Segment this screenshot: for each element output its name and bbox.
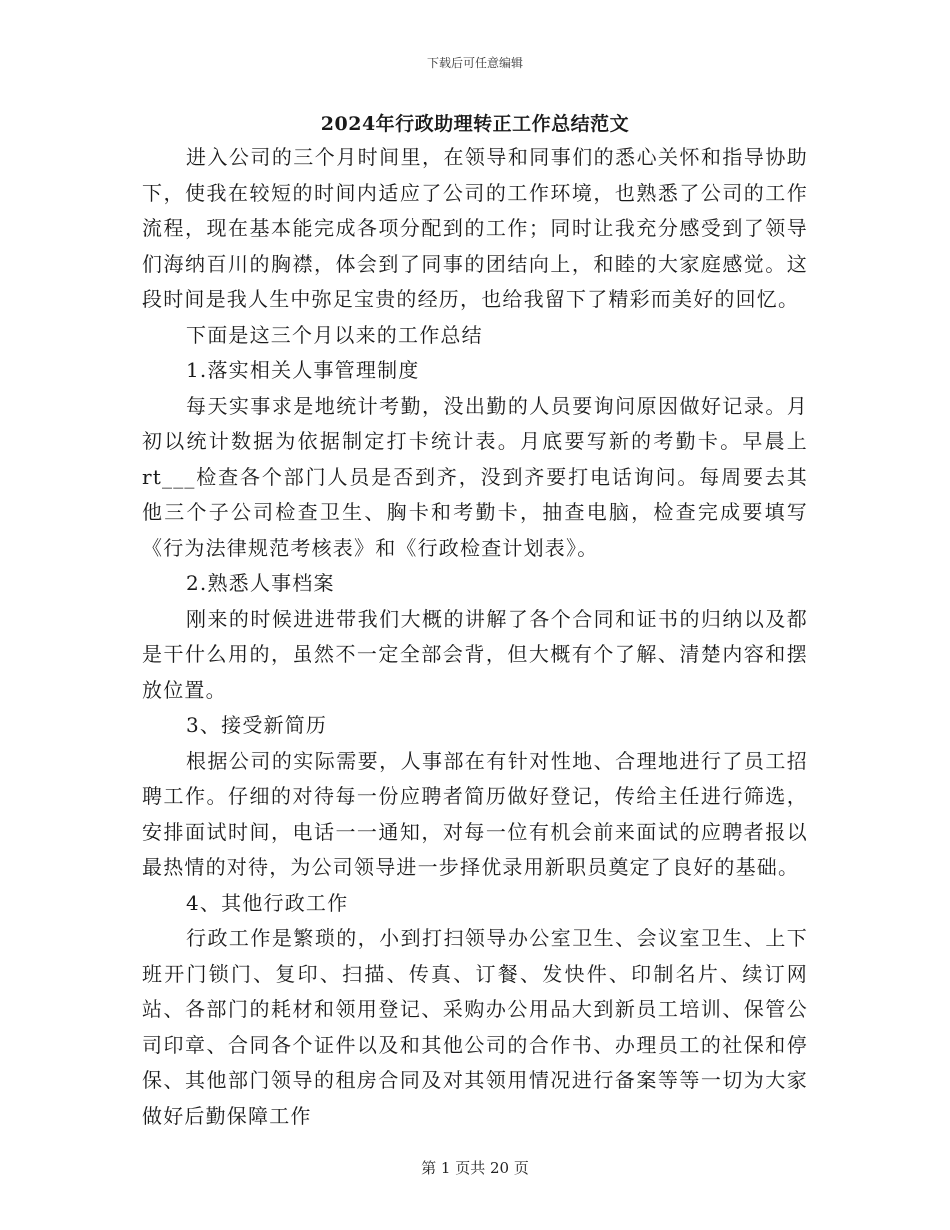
section-heading-2: 2.熟悉人事档案 <box>186 571 335 595</box>
page-footer: 第 1 页共 20 页 <box>421 1159 529 1177</box>
paragraph-section-2: 刚来的时候进进带我们大概的讲解了各个合同和证书的归纳以及都是干什么用的，虽然不一定全部会背，但大概有个了解、清楚内容和摆放位置。 <box>142 606 808 702</box>
paragraph-summary-lead: 下面是这三个月以来的工作总结 <box>186 322 483 347</box>
paragraph-intro: 进入公司的三个月时间里，在领导和同事们的悉心关怀和指导协助下，使我在较短的时间内适应了公司的工作环境，也熟悉了公司的工作流程，现在基本能完成各项分配到的工作；同时让我充分感受到了领导们海纳百川的胸襟，体会到了同事的团结向上，和睦的大家庭感觉。这段时间是我人生中弥足宝贵的经历，也给我留下了精彩而美好的回忆。 <box>142 145 808 311</box>
paragraph-section-3: 根据公司的实际需要，人事部在有针对性地、合理地进行了员工招聘工作。仔细的对待每一份应聘者简历做好登记，传给主任进行筛选，安排面试时间，电话一一通知，对每一位有机会前来面试的应聘者报以最热情的对待，为公司领导进一步择优录用新职员奠定了良好的基础。 <box>142 748 808 879</box>
document-body <box>142 140 808 1134</box>
section-heading-1: 1.落实相关人事管理制度 <box>186 358 420 382</box>
header-note: 下载后可任意编辑 <box>426 56 523 70</box>
paragraph-section-1: 每天实事求是地统计考勤，没出勤的人员要询问原因做好记录。月初以统计数据为依据制定打卡统计表。月底要写新的考勤卡。早晨上rt___检查各个部门人员是否到齐，没到齐要打电话询问。每周要去其他三个子公司检查卫生、胸卡和考勤卡，抽查电脑，检查完成要填写《行为法律规范考核表》和《行政检查计划表》。 <box>142 393 808 560</box>
document-title: 2024年行政助理转正工作总结范文 <box>320 113 630 135</box>
section-heading-4: 4、其他行政工作 <box>186 890 349 915</box>
section-heading-3: 3、接受新简历 <box>186 713 328 737</box>
paragraph-section-4: 行政工作是繁琐的，小到打扫领导办公室卫生、会议室卫生、上下班开门锁门、复印、扫描、传真、订餐、发快件、印制名片、续订网站、各部门的耗材和领用登记、采购办公用品大到新员工培训、保管公司印章、合同各个证件以及和其他公司的合作书、办理员工的社保和停保、其他部门领导的租房合同及对其领用情况进行备案等等一切为大家做好后勤保障工作 <box>142 926 808 1128</box>
